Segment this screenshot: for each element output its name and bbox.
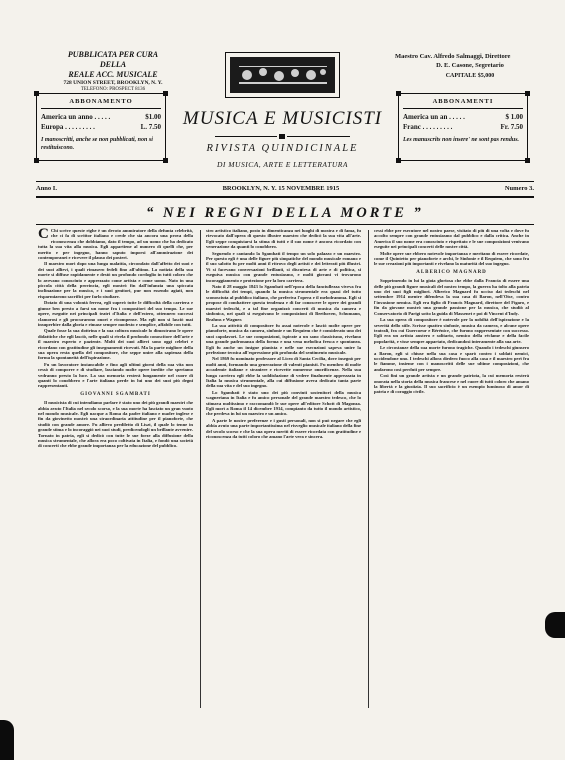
- paragraph: Così finì un grande artista e un grande patriota, la cui memoria resterà onorata nella storia della musica francese e nel cuore di tutti coloro che amano la libertà e la giustizia. Il suo sacrificio è un esempio luminoso di amor di patria e di coraggio civile.: [374, 373, 529, 395]
- headline-rule: [36, 224, 534, 225]
- subscription-note-fr: Les manuscrits non insere' ne sont pas rendus.: [403, 137, 520, 143]
- capital-line: CAPITALE $5,000: [445, 73, 495, 79]
- paragraph: stro artistico italiano, posto in dimenticanza nei luoghi di mostra e di fama, fu rievocato dall'opera di questo illustre maestro che dedicò la sua vita all'arte. Egli seppe conquistarsi la stima di tutti e il suo nome è ancora ricordato con venerazione da quanti lo conobbero.: [206, 228, 361, 250]
- publisher-line1: PUBBLICATA PER CURA: [67, 50, 159, 59]
- publisher-telephone: TELEFONO: PROSPECT 8136: [80, 87, 146, 92]
- publisher-line2: DELLA: [99, 60, 127, 69]
- paragraph: Fu un lavoratore instancabile e fino agli ultimi giorni della sua vita non cessò di comporre e di studiare, lasciando molte opere inedite che speriamo vedranno presto la luce. La sua memoria resterà lungamente nel cuore di quanti lo conobbero e l'arte italiana perde in lui uno dei suoi più degni rappresentanti.: [38, 361, 193, 389]
- section-signature: GIOVANNI SGAMBATI: [80, 391, 151, 397]
- paragraph: Nel 1869 fu nominato professore al Liceo di Santa Cecilia, dove insegnò per molti anni, formando una generazione di valenti pianisti. Fu membro di molte accademie italiane e straniere e ricevette numerose onorificenze. Nella sua lunga carriera egli ebbe la soddisfazione di vedere finalmente apprezzata in Italia la musica strumentale, alla cui diffusione aveva dedicato tanta parte della sua vita e del suo ingegno.: [206, 356, 361, 389]
- dateline-rule: [36, 196, 534, 198]
- column-divider: [200, 230, 201, 708]
- subscription-box-italian: [36, 93, 166, 161]
- article-column-1: [38, 228, 193, 708]
- subscription-row-europa: Europa . . . . . . . . . L. 7.50: [41, 123, 161, 131]
- article-column-2: [206, 228, 361, 708]
- paragraph: C Chi scrive queste righe è un devoto ammiratore della defunta celebrità, che ci fa di scrittor italiano e crede che sia ancora una prova della riconoscenza che dobbiamo, dato il tempo, ad un uomo che ha dedicato tutta la sua vita alla musica. Egli appartiene al numero di quelli che, per merito e per ingegno, hanno saputo imporsi all'ammirazione dei contemporanei e ricevere il plauso dei posteri.: [38, 228, 193, 261]
- subscription-row-america-fr: America un an . . . . . $ 1.00: [403, 113, 523, 121]
- dateline: [36, 185, 534, 192]
- paragraph: Le circostanze della sua morte furono tragiche. Quando i tedeschi giunsero a Baron, egli si chiuse nella sua casa e sparò contro i soldati nemici, uccidendone uno. I tedeschi allora diedero fuoco alla casa e il maestro perì fra le fiamme, insieme con i manoscritti delle sue ultime composizioni, che andarono così perduti per sempre.: [374, 345, 529, 372]
- subscription-heading: ABBONAMENTO: [41, 97, 161, 109]
- masthead-logo: [225, 52, 340, 98]
- paragraph: Il maestro morì dopo una lunga malattia, circondato dall'affetto dei suoi e dei suoi allievi, i quali rimasero fedeli fino all'ultimo. La notizia della sua morte si diffuse rapidamente e destò un profondo cordoglio in tutti coloro che lo avevano conosciuto e apprezzato come artista e come uomo. Nato in una piccola città della provincia, egli mostrò fin dall'infanzia una spiccata inclinazione per la musica, e i suoi genitori, pur non essendo agiati, non risparmiarono sacrifici per farlo studiare.: [38, 261, 193, 299]
- logo-illustration: [230, 57, 335, 93]
- column-divider: [368, 230, 369, 708]
- paragraph: Quale fosse la sua dottrina e la sua coltura musicale lo dimostrano le opere didattiche che egli lasciò, nelle quali si rivela il profondo conoscitore dell'arte e il maestro esperto e paziente. Molti dei suoi allievi sono oggi celebri e ricordano con gratitudine gli insegnamenti ricevuti. Ma la parte migliore della sua opera resta quella del compositore, che seppe unire alla sapienza della forma la spontaneità dell'ispirazione.: [38, 328, 193, 361]
- newspaper-title: MUSICA E MUSICISTI: [182, 108, 383, 129]
- drop-cap: C: [38, 228, 49, 242]
- paragraph: Molte opere sue ebbero notevole importanza e meritano di essere ricordate, come il Quintetto per pianoforte e archi, le Sinfonie e il Requiem, che sono fra le sue creazioni più importanti e rivelano la maturità del suo ingegno.: [374, 250, 529, 267]
- publisher-line3: REALE ACC. MUSICALE: [68, 70, 158, 79]
- scan-edge-blot: [545, 612, 565, 638]
- article-column-3: [374, 228, 529, 708]
- issue-number: Numero 3.: [504, 185, 534, 192]
- paragraph: Seguendo e cantando la Sgambati il tempo un solo palazzo e un maestro. Per questo egli è una delle figure più simpatiche del mondo musicale romano e il suo salotto fu per molti anni il ritrovo degli artisti e dei letterati più illustri. Vi si facevano conversazioni brillanti, si discuteva di arte e di politica, si eseguiva musica con grande entusiasmo, e molti giovani vi trovarono incoraggiamento e protezione per la loro carriera.: [206, 250, 361, 283]
- subscription-heading-fr: ABBONAMENTI: [403, 97, 523, 109]
- paragraph: cessi ebbe per esecutore nel nostro paese, visitato di più di una volta e dove fu accolto sempre con grande entusiasmo dal pubblico e dalla critica. Anche in America il suo nome era conosciuto e rispettato e le sue composizioni venivano eseguite nei principali concerti delle nostre città.: [374, 228, 529, 250]
- editor-line: D. E. Casone, Segretario: [436, 62, 504, 69]
- director-line: Maestro Cav. Alfredo Salmaggi, Direttore: [395, 53, 511, 60]
- newspaper-subtitle-2: DI MUSICA, ARTE E LETTERATURA: [217, 160, 348, 169]
- paragraph: Lo Sgambati è stato uno dei più convinti sostenitori della musica wagneriana in Italia e fu amico personale del grande maestro tedesco, che lo stimava moltissimo e raccomandò le sue opere all'editore Schott di Magonza. Egli morì a Roma il 14 dicembre 1914, compianto da tutto il mondo artistico, che perdeva in lui un maestro e un amico.: [206, 389, 361, 417]
- staff-block: [395, 52, 545, 81]
- publisher-block: [38, 50, 188, 93]
- issue-date: BROOKLYN, N. Y. 15 NOVEMBRE 1915: [222, 185, 340, 192]
- scan-edge-blot: [0, 720, 14, 760]
- publisher-address: 728 UNION STREET, BROOKLYN, N. Y.: [63, 80, 163, 86]
- issue-year: Anno I.: [36, 185, 57, 192]
- subscription-row-france: Franc . . . . . . . . . Fr. 7.50: [403, 123, 523, 131]
- subscription-note: I manoscritti, anche se non pubblicati, non si restituiscono.: [41, 137, 153, 151]
- newspaper-subtitle: RIVISTA QUINDICINALE: [206, 143, 359, 154]
- subscription-row-america: America un anno . . . . . $1.00: [41, 113, 161, 121]
- paragraph: Sopprimendo in lui la gioia gloriosa che ebbe dalla Francia di essere una delle più grandi figure musicali del nostro tempo, la guerra ha tolto alla patria uno dei suoi figli migliori. Alberico Magnard fu ucciso dai tedeschi nel settembre 1914 mentre difendeva la sua casa di Baron, nell'Oise, contro l'invasione nemica. Egli era figlio di Francis Magnard, direttore del Figaro, e fin da giovane mostrò una grande passione per la musica, che studiò al Conservatorio di Parigi sotto la guida di Massenet e poi di Vincent d'Indy.: [374, 278, 529, 316]
- paragraph: Il musicista di cui intendiamo parlare è stato uno dei più grandi maestri che abbia avuto l'Italia nel secolo scorso, e la sua morte ha lasciato un gran vuoto nel mondo musicale. Egli nacque a Roma da padre italiano e madre inglese e fin da giovinetto mostrò una straordinaria attitudine per il pianoforte, che studiò con grande amore. Fu allievo prediletto di Liszt, il quale lo tenne in grande stima e lo incoraggiò nei suoi studi, predicendogli un brillante avvenire. Tornato in patria, egli si dedicò con tutte le sue forze alla diffusione della musica strumentale, che allora era poco coltivata in Italia, e fondò una società di concerti che ebbe grande importanza per la educazione del pubblico.: [38, 400, 193, 449]
- article-headline: “ NEI REGNI DELLA MORTE ”: [146, 205, 424, 221]
- paragraph: La sua opera di compositore è notevole per la nobiltà dell'ispirazione e la severità dello stile. Scrisse quattro sinfonie, musica da camera, e alcune opere teatrali, fra cui Guercoeur e Bérénice, che furono rappresentate con successo. Egli era un artista austero e solitario, nemico della réclame e della facile popolarità, e visse sempre appartato, dedicandosi interamente alla sua arte.: [374, 317, 529, 344]
- paragraph: Dotato di una volontà ferrea, egli superò tutte le difficoltà della carriera e giunse ben presto a farsi un nome fra i compositori del suo tempo. Le sue opere, eseguite nei principali teatri d'Italia e dell'estero, ottennero successi clamorosi e gli procurarono onori e ricompense. Ma egli non si lasciò mai insuperbire dalla gloria e rimase sempre modesto e semplice, affabile con tutti.: [38, 300, 193, 327]
- section-signature: ALBERICO MAGNARD: [416, 269, 487, 275]
- title-ornament: [215, 133, 350, 140]
- paragraph: Nato il 28 maggio 1843 lo Sgambati nell'epoca della fanciullezza viveva fra le difficoltà dei tempi, quando la musica strumentale era quasi del tutto sconosciuta al pubblico italiano, che preferiva l'opera e il melodramma. Egli si propose di combattere questa tendenza e di far conoscere le opere dei grandi maestri tedeschi, e a tal fine organizzò concerti di musica da camera e sinfonica, nei quali si eseguivano le composizioni di Beethoven, Schumann, Brahms e Wagner.: [206, 284, 361, 322]
- subscription-box-french: [398, 93, 528, 161]
- paragraph: La sua attività di compositore fu assai notevole e lasciò molte opere per pianoforte, musica da camera, sinfonie e un Requiem che è considerato uno dei suoi capolavori. Le sue composizioni, ispirate a un sano classicismo, rivelano una grande padronanza della forma e una vena melodica fresca e spontanea. Egli fu anche un insigne pianista e nelle sue esecuzioni sapeva unire la perfezione tecnica all'espressione più profonda del sentimento musicale.: [206, 322, 361, 355]
- paragraph: A parte le nostre preferenze e i gusti personali, non si può negare che egli abbia avuto una parte importantissima nel risveglio musicale italiano della fine del secolo scorso e che la sua opera meriti di essere ricordata con gratitudine e riconoscenza da tutti coloro che amano l'arte vera e sincera.: [206, 417, 361, 440]
- top-rule: [36, 181, 534, 182]
